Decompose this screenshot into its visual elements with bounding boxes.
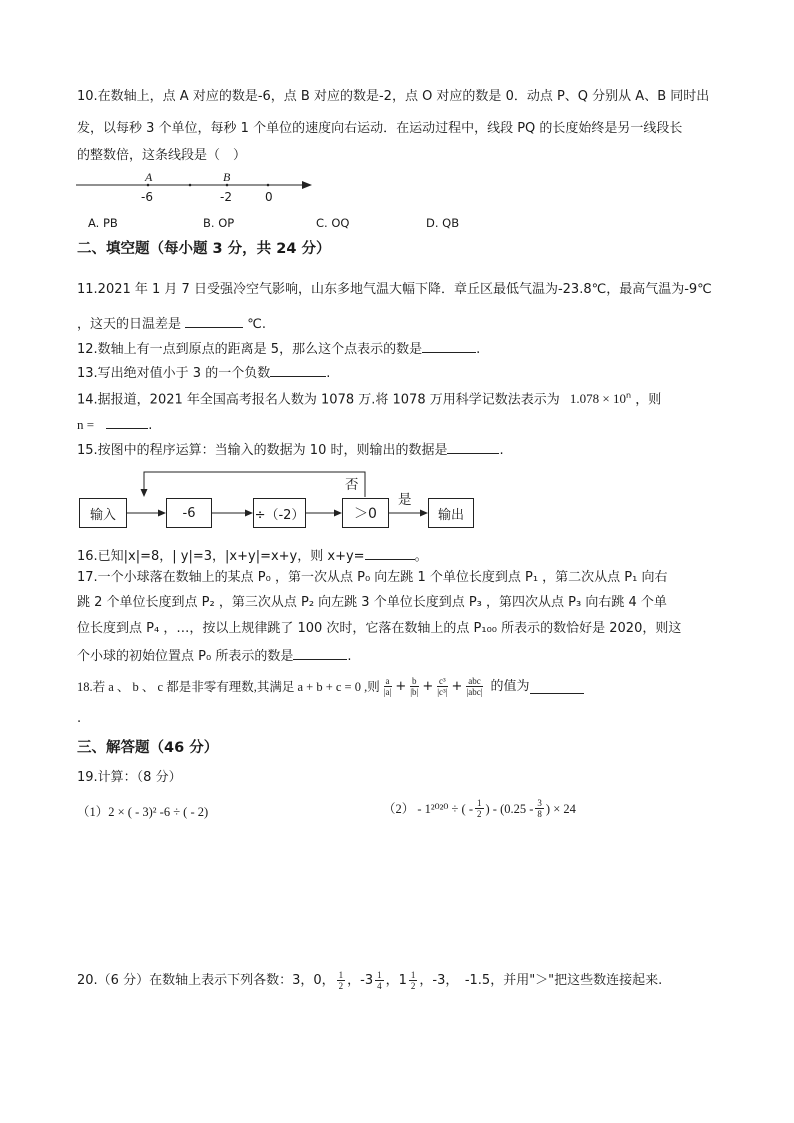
q14-n-label: n = — [77, 417, 95, 432]
q17-end: . — [347, 649, 352, 664]
q19-frac-3-8-den: 8 — [537, 809, 542, 819]
q14-line2 — [77, 414, 152, 435]
q18-frac-b-den: |b| — [410, 687, 419, 697]
q19-title: 19.计算：（8 分） — [77, 770, 182, 785]
option-c: C. OQ — [316, 216, 350, 230]
q19-part2-a: （2） - 1²⁰²⁰ ÷ ( - — [383, 801, 473, 816]
q18-frac-c-num: c³ — [439, 676, 446, 686]
q19-frac-3-8 — [535, 798, 544, 819]
q13-end: . — [326, 366, 331, 381]
q18-frac-b-num: b — [412, 676, 417, 686]
q18-frac-a-den: |a| — [383, 687, 392, 697]
q15-text: 15.按图中的程序运算：当输入的数据为 10 时，则输出的数据是 — [77, 443, 448, 458]
q19-part1: （1）2 × ( - 3)² -6 ÷ ( - 2) — [77, 805, 209, 819]
flow-no-label: 否 — [345, 477, 359, 493]
q12-end: . — [476, 342, 481, 357]
q11-line2-text: ，这天的日温差是 — [77, 317, 182, 332]
q17-line4 — [77, 645, 351, 666]
point-o-dot — [267, 184, 270, 187]
q20-frac-half-2 — [409, 970, 418, 991]
q14-expr: 1.078 × 10 — [569, 391, 626, 407]
q20-b: ，-3 — [347, 972, 374, 988]
label-b: B — [223, 170, 231, 184]
q11-line1: 11.2021 年 1 月 7 日受强冷空气影响，山东多地气温大幅下降．章丘区最低气温为-23.8℃，最高气温为-9℃ — [77, 282, 712, 297]
q11-line2 — [77, 313, 266, 334]
q15-answer-blank[interactable] — [447, 439, 499, 454]
q20-d: ，-3， -1.5，并用"＞"把这些数连接起来. — [419, 972, 663, 988]
q14-exp: n — [625, 391, 632, 400]
q20-frac-half — [337, 970, 346, 991]
q19-part2-c: ) × 24 — [545, 801, 576, 816]
q14-end: . — [148, 418, 153, 433]
q17-answer-blank[interactable] — [293, 645, 347, 660]
q18-end: . — [77, 711, 82, 726]
q16-text: 16.已知|x|=8，| y|=3，|x+y|=x+y，则 x+y= — [77, 549, 365, 564]
tick-label-a: -6 — [141, 190, 153, 204]
q18-frac-a-num: a — [385, 676, 390, 686]
q20-frac-half-num: 1 — [338, 970, 344, 980]
q20-frac-half-den: 2 — [338, 981, 344, 991]
option-d: D. QB — [426, 216, 460, 230]
q12-text: 12.数轴上有一点到原点的距离是 5，那么这个点表示的数是 — [77, 342, 423, 357]
plus-1: + — [395, 678, 407, 694]
option-a: A. PB — [88, 216, 118, 230]
q10-line3: 的整数倍，这条线段是（ ） — [77, 148, 247, 163]
q18-tail: 的值为 — [490, 678, 530, 694]
plus-3: + — [451, 678, 463, 694]
q16 — [77, 545, 428, 566]
q13-answer-blank[interactable] — [270, 362, 326, 377]
section-3-title: 三、解答题（46 分） — [77, 740, 219, 756]
q18-answer-blank[interactable] — [530, 679, 584, 694]
q19-frac-half — [475, 798, 484, 819]
section-2-title: 二、填空题（每小题 3 分，共 24 分） — [77, 241, 331, 257]
q14-text: 14.据报道，2021 年全国高考报名人数为 1078 万.将 1078 万用科学记数法表示为 — [77, 392, 560, 408]
q15 — [77, 439, 504, 460]
q20-frac-half-2-den: 2 — [410, 981, 416, 991]
q19-part2-b: ) - (0.25 - — [485, 801, 534, 816]
q20-a: 20.（6 分）在数轴上表示下列各数：3，0， — [77, 972, 335, 988]
q19-part2 — [383, 798, 576, 819]
q18-frac-c — [435, 676, 449, 697]
q20-c: ，1 — [385, 972, 407, 988]
q18-frac-abc-den: |abc| — [466, 687, 483, 697]
tick-label-b: -2 — [220, 190, 232, 204]
q10-line1: 10.在数轴上，点 A 对应的数是-6，点 B 对应的数是-2，点 O 对应的数是 0．动点 P、Q 分别从 A、B 同时出 — [77, 89, 710, 104]
q16-end: 。 — [414, 549, 428, 564]
q11-answer-blank[interactable] — [185, 313, 243, 328]
flow-input-box: 输入 — [79, 498, 127, 528]
q19-frac-half-den: 2 — [477, 809, 482, 819]
number-line-arrow — [302, 181, 312, 189]
q20 — [77, 970, 662, 991]
q20-frac-quarter — [375, 970, 384, 991]
q18 — [77, 676, 584, 697]
flow-minus6-box: -6 — [166, 498, 212, 528]
q17-line2: 跳 2 个单位长度到点 P₂ ，第三次从点 P₂ 向左跳 3 个单位长度到点 P₃ ，第四次从点 P₃ 向右跳 4 个单 — [77, 595, 667, 610]
flow-output-box: 输出 — [428, 498, 474, 528]
q15-end: . — [499, 443, 504, 458]
q13 — [77, 362, 330, 383]
q14-answer-blank[interactable] — [106, 414, 148, 429]
option-b: B. OP — [203, 216, 235, 230]
tick-dot — [189, 184, 192, 187]
q18-frac-abc — [464, 676, 484, 697]
q18-frac-a — [382, 676, 394, 697]
q20-frac-half-2-num: 1 — [410, 970, 416, 980]
q19-frac-half-num: 1 — [477, 798, 482, 808]
q18-frac-c-den: |c³| — [437, 687, 448, 697]
q16-answer-blank[interactable] — [365, 545, 415, 560]
q13-text: 13.写出绝对值小于 3 的一个负数 — [77, 366, 271, 381]
q20-frac-quarter-num: 1 — [377, 970, 382, 980]
flow-loop-back — [144, 472, 365, 497]
q18-frac-b — [408, 676, 420, 697]
q14-tail: ，则 — [635, 392, 662, 408]
label-a: A — [145, 170, 153, 184]
flow-condition-box: ＞0 — [342, 498, 389, 528]
q14-line1 — [77, 387, 661, 409]
q11-unit: ℃. — [247, 317, 267, 332]
q20-frac-quarter-den: 4 — [377, 981, 382, 991]
q12 — [77, 338, 480, 359]
q17-line3: 位长度到点 P₄ ，…，按以上规律跳了 100 次时，它落在数轴上的点 P₁₀₀ 所表示的数恰好是 2020，则这 — [77, 621, 682, 636]
q18-frac-abc-num: abc — [468, 676, 481, 686]
q12-answer-blank[interactable] — [422, 338, 476, 353]
q19-frac-3-8-num: 3 — [537, 798, 542, 808]
plus-2: + — [422, 678, 434, 694]
flow-divide-box: ÷（-2） — [253, 498, 306, 528]
tick-label-o: 0 — [265, 190, 273, 204]
q18-lead: 18.若 a 、 b 、 c 都是非零有理数,其满足 a + b + c = 0 ,则 — [77, 679, 380, 694]
q17-line1: 17.一个小球落在数轴上的某点 P₀ ，第一次从点 P₀ 向左跳 1 个单位长度到点 P₁ ，第二次从点 P₁ 向右 — [77, 570, 668, 585]
flow-yes-label: 是 — [398, 492, 412, 508]
q10-line2: 发，以每秒 3 个单位，每秒 1 个单位的速度向右运动．在运动过程中，线段 PQ 的长度始终是另一线段长 — [77, 121, 683, 136]
q17-line4-text: 个小球的初始位置点 P₀ 所表示的数是 — [77, 649, 294, 664]
